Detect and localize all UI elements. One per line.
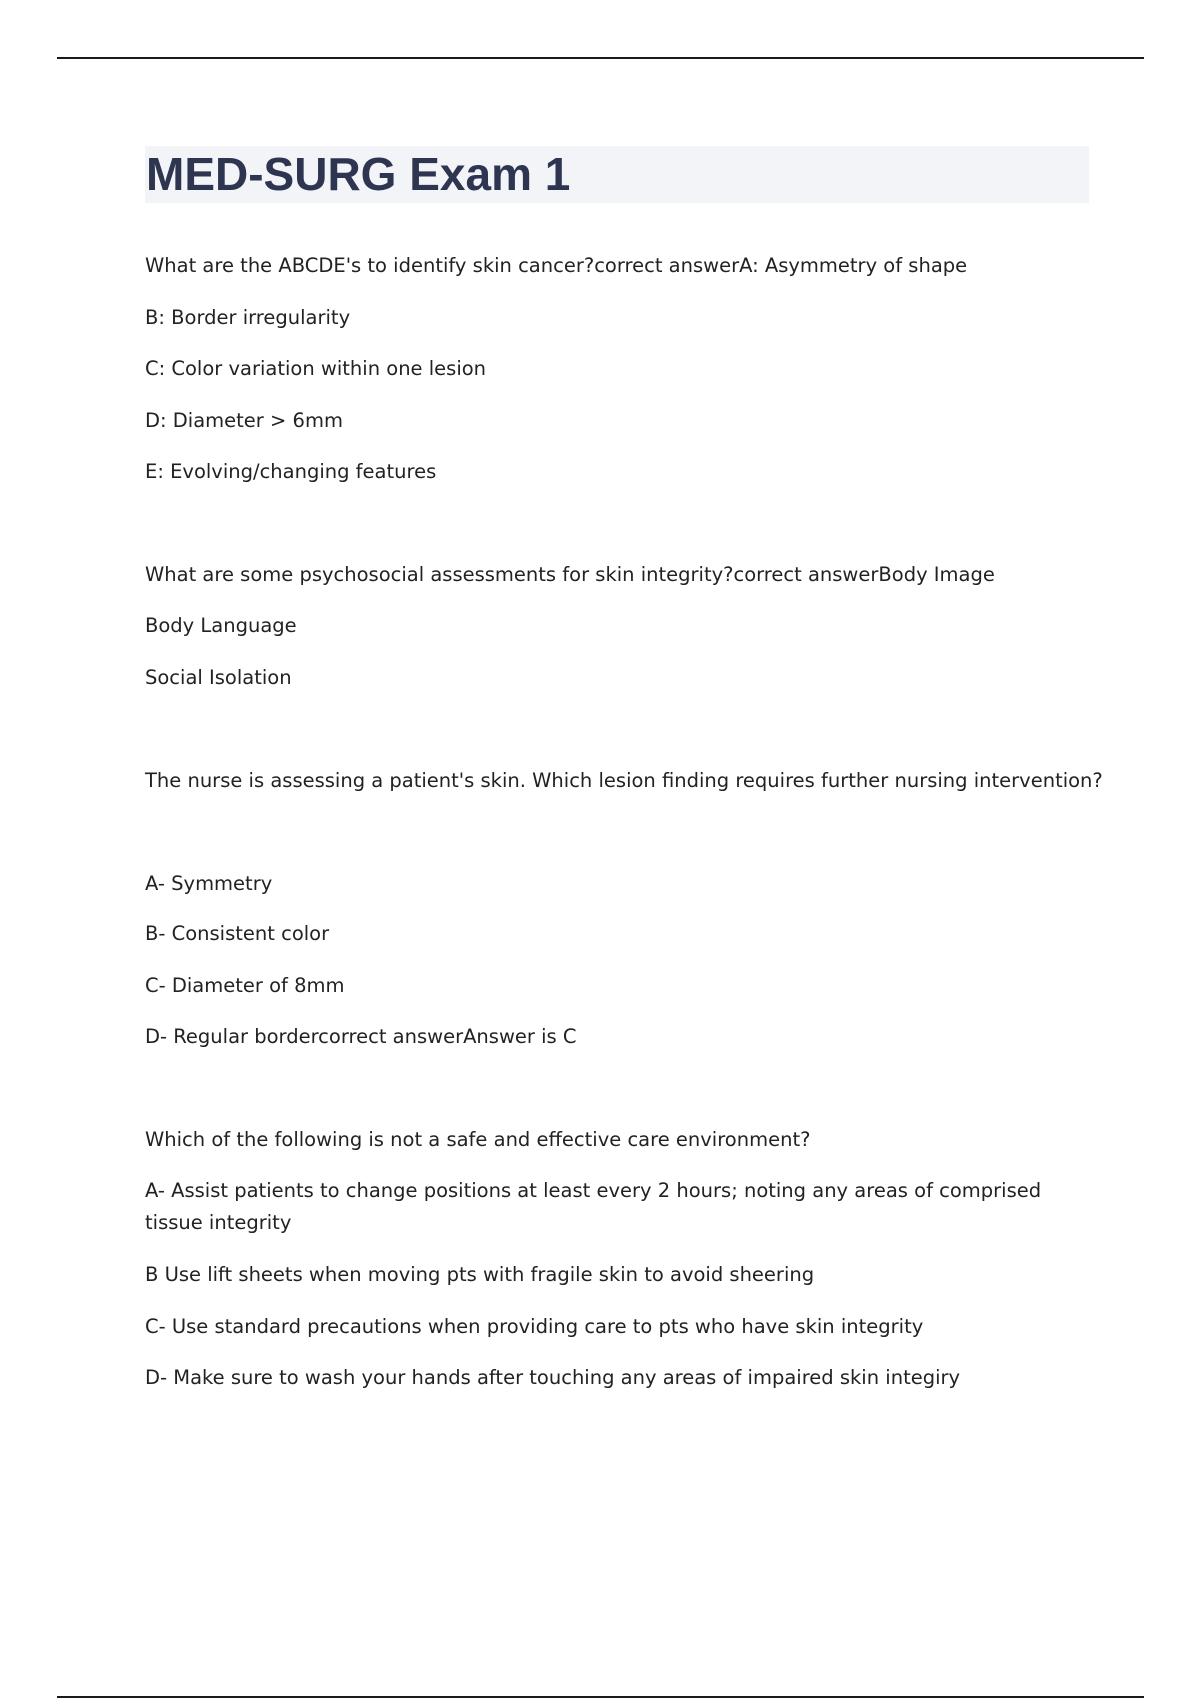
- page-title: MED-SURG Exam 1: [146, 148, 571, 200]
- text-line: B: Border irregularity: [145, 306, 351, 329]
- text-line: Which of the following is not a safe and effective care environment?: [145, 1128, 811, 1151]
- text-line: What are some psychosocial assessments for skin integrity?correct answerBody Image: [145, 563, 995, 586]
- text-line: Body Language: [145, 614, 297, 637]
- text-line: D- Regular bordercorrect answerAnswer is C: [145, 1025, 577, 1048]
- text-line: D: Diameter > 6mm: [145, 409, 343, 432]
- top-rule: [57, 57, 1144, 59]
- text-line: C: Color variation within one lesion: [145, 357, 487, 380]
- text-line: D- Make sure to wash your hands after touching any areas of impaired skin integiry: [145, 1366, 961, 1389]
- text-line: B Use lift sheets when moving pts with fragile skin to avoid sheering: [145, 1263, 815, 1286]
- text-line: A- Assist patients to change positions at least every 2 hours; noting any areas of comprised tissue integrity: [145, 1179, 1042, 1234]
- bottom-rule: [57, 1696, 1144, 1698]
- text-line: What are the ABCDE's to identify skin cancer?correct answerA: Asymmetry of shape: [145, 254, 968, 277]
- text-line: Social Isolation: [145, 666, 292, 689]
- text-line: The nurse is assessing a patient's skin. Which lesion finding requires further nursing intervention?: [145, 769, 1103, 792]
- text-line: E: Evolving/changing features: [145, 460, 437, 483]
- text-line: C- Diameter of 8mm: [145, 974, 345, 997]
- text-line: A- Symmetry: [145, 872, 273, 895]
- text-line: B- Consistent color: [145, 922, 330, 945]
- text-line: C- Use standard precautions when providing care to pts who have skin integrity: [145, 1315, 924, 1338]
